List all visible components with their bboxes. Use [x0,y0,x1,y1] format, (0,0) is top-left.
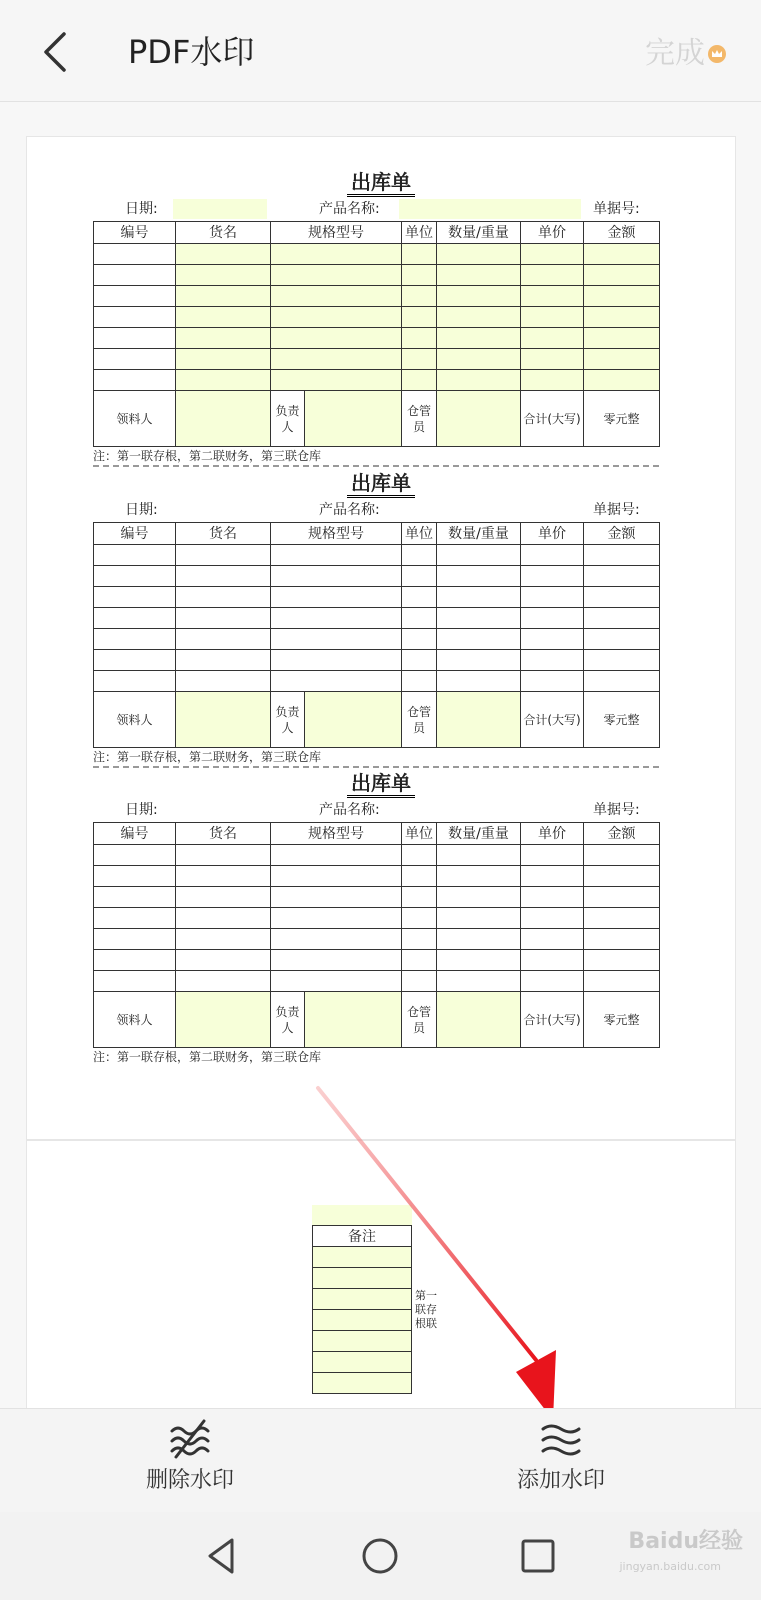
column-header: 金额 [584,823,660,845]
amount-value: 零元整 [584,391,660,447]
column-header: 单价 [521,222,584,244]
remove-watermark-icon [168,1419,212,1459]
table-row [94,950,660,971]
column-header: 单位 [402,823,437,845]
table-row [94,307,660,328]
pdf-preview[interactable] [0,102,761,1408]
column-header: 规格型号 [271,222,402,244]
total-label: 合计(大写) [521,391,584,447]
date-label: 日期: [125,802,158,818]
page-title: PDF水印 [128,33,255,71]
column-header: 数量/重量 [437,222,521,244]
manager-field [305,692,402,748]
remark-table [312,1205,412,1394]
table-row [94,629,660,650]
column-header: 单位 [402,222,437,244]
keeper-field [437,692,521,748]
receiver-label: 领料人 [94,992,176,1048]
column-header: 编号 [94,222,176,244]
form-title [93,770,669,796]
remove-watermark-button[interactable] [110,1419,270,1509]
form-title [93,169,669,195]
table-row [94,244,660,265]
column-header: 货名 [176,523,271,545]
square-recents-icon [514,1532,562,1580]
form-table [93,221,660,447]
table-row [94,286,660,307]
form-title-text: 出库单 [347,170,415,197]
table-row [94,650,660,671]
product-name-label: 产品名称: [319,502,380,518]
baidu-watermark: Baidu经验 [628,1529,743,1554]
table-row [94,265,660,286]
table-row [94,545,660,566]
date-label: 日期: [125,502,158,518]
total-label: 合计(大写) [521,692,584,748]
back-button[interactable] [36,30,76,74]
table-row [94,608,660,629]
table-row [94,845,660,866]
nav-recents-button[interactable] [514,1532,562,1580]
keeper-field [437,992,521,1048]
copy-note: 第一联存根联 [415,1289,437,1330]
form-title-text: 出库单 [347,771,415,798]
table-row [94,370,660,391]
form-note: 注：第一联存根，第二联财务，第三联仓库 [93,750,322,764]
remark-fill [312,1205,412,1225]
receiver-field [176,692,271,748]
product-name-label: 产品名称: [319,201,380,217]
table-row [94,866,660,887]
column-header: 数量/重量 [437,523,521,545]
column-header: 编号 [94,823,176,845]
keeper-label: 仓管员 [402,391,437,447]
meta-highlight [399,199,581,219]
watermark-waves-icon [539,1419,583,1459]
column-header: 数量/重量 [437,823,521,845]
keeper-field [437,391,521,447]
form-title-text: 出库单 [347,471,415,498]
table-row [94,587,660,608]
table-row [94,349,660,370]
triangle-back-icon [198,1532,246,1580]
column-header: 规格型号 [271,523,402,545]
table-row [94,671,660,692]
amount-value: 零元整 [584,692,660,748]
table-row [94,971,660,992]
bottom-toolbar [0,1408,761,1512]
form-table [93,822,660,1048]
table-row [94,887,660,908]
form-table [93,522,660,748]
remove-watermark-label: 删除水印 [145,1468,234,1493]
doc-number-label: 单据号: [593,502,640,518]
receiver-field [176,992,271,1048]
table-row [94,328,660,349]
manager-label: 负责人 [271,391,305,447]
pdf-page-1 [26,136,736,1140]
pdf-page-2 [26,1140,736,1408]
form-note: 注：第一联存根，第二联财务，第三联仓库 [93,1050,322,1064]
meta-highlight [173,199,267,219]
form-title [93,470,669,496]
keeper-label: 仓管员 [402,992,437,1048]
add-watermark-label: 添加水印 [516,1468,605,1493]
column-header: 金额 [584,523,660,545]
receiver-field [176,391,271,447]
column-header: 货名 [176,823,271,845]
column-header: 货名 [176,222,271,244]
column-header: 单位 [402,523,437,545]
column-header: 单价 [521,523,584,545]
column-header: 规格型号 [271,823,402,845]
doc-number-label: 单据号: [593,802,640,818]
table-row [94,566,660,587]
column-header: 单价 [521,823,584,845]
top-bar [0,0,761,102]
column-header: 编号 [94,523,176,545]
table-row [94,929,660,950]
vip-crown-icon [707,44,727,64]
add-watermark-button[interactable] [481,1419,641,1509]
baidu-watermark-url: jingyan.baidu.com [619,1560,721,1573]
column-header: 金额 [584,222,660,244]
doc-number-label: 单据号: [593,201,640,217]
nav-home-button[interactable] [356,1532,404,1580]
product-name-label: 产品名称: [319,802,380,818]
receiver-label: 领料人 [94,391,176,447]
nav-back-button[interactable] [198,1532,246,1580]
chevron-left-icon [36,30,76,74]
circle-home-icon [356,1532,404,1580]
manager-field [305,992,402,1048]
total-label: 合计(大写) [521,992,584,1048]
manager-label: 负责人 [271,992,305,1048]
date-label: 日期: [125,201,158,217]
amount-value: 零元整 [584,992,660,1048]
receiver-label: 领料人 [94,692,176,748]
manager-field [305,391,402,447]
form-note: 注：第一联存根，第二联财务，第三联仓库 [93,449,322,463]
keeper-label: 仓管员 [402,692,437,748]
done-button[interactable]: 完成 [645,36,705,71]
table-row [94,908,660,929]
remark-header: 备注 [313,1226,412,1247]
cut-line [93,465,659,467]
manager-label: 负责人 [271,692,305,748]
cut-line [93,766,659,768]
system-nav-bar [0,1512,761,1600]
